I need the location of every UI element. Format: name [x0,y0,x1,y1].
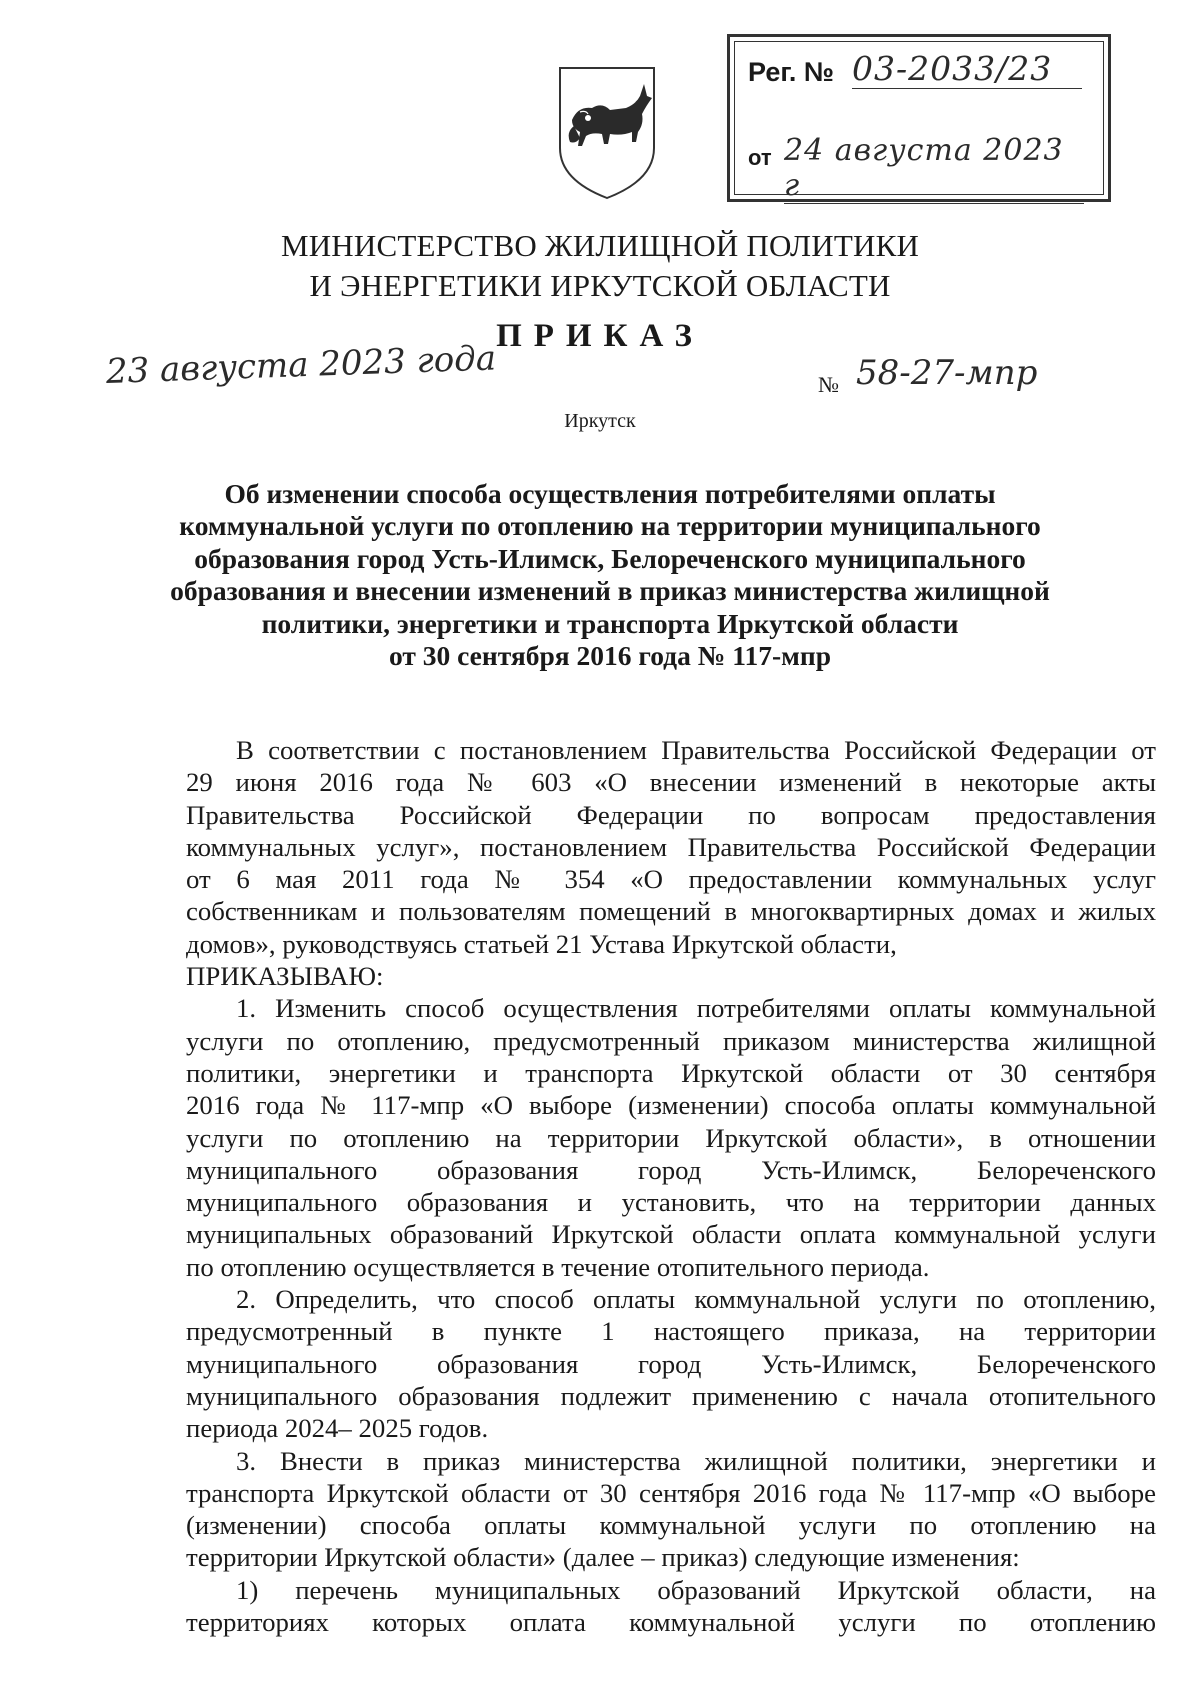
body-line: территории Иркутской области» (далее – приказ) следующие изменения: [186,1542,1020,1573]
body-line: услуги по отоплению на территории Иркутской области», в отношении [186,1122,1156,1153]
body-line: домов», руководствуясь статьей 21 Устава Иркутской области, [186,928,897,959]
body-line: территориях которых оплата коммунальной услуги по отоплению [186,1607,1156,1638]
body-line: 1. Изменить способ осуществления потребителями оплаты коммунальной [236,993,1156,1024]
order-title: ПРИКАЗ [496,318,704,354]
order-number-label: № [818,372,839,397]
body-line: 2016 года № 117-мпр «О выборе (изменении) способа оплаты коммунальной [186,1090,1156,1121]
body-line: муниципального образования подлежит применению с начала отопительного [186,1380,1156,1411]
body-line: собственникам и пользователям помещений в многоквартирных домах и жилых [186,896,1156,927]
body-line: В соответствии с постановлением Правительства Российской Федерации от [236,735,1156,765]
body-line: (изменении) способа оплаты коммунальной услуги по отоплению на [186,1510,1156,1541]
body-line: услуги по отоплению, предусмотренный приказом министерства жилищной [186,1025,1156,1056]
body-line: ПРИКАЗЫВАЮ: [186,961,384,992]
order-date-handwritten: 23 августа 2023 года [105,338,497,392]
body-line: Правительства Российской Федерации по вопросам предоставления [186,799,1156,830]
body-line: транспорта Иркутской области от 30 сентября 2016 года № 117-мпр «О выборе [186,1477,1156,1508]
coat-of-arms-emblem [552,62,662,202]
ministry-name-line-1: МИНИСТЕРСТВО ЖИЛИЩНОЙ ПОЛИТИКИ [280,228,920,263]
heading-line: политики, энергетики и транспорта Иркутской области [261,607,959,639]
heading-line: коммунальной услуги по отоплению на территории муниципального [179,510,1041,542]
body-line: 1) перечень муниципальных образований Иркутской области, на [236,1574,1156,1605]
stamp-reg-label: Рег. № [748,57,834,87]
stamp-reg-number-handwritten: 03-2033/23 [852,49,1082,89]
stamp-date-handwritten: 24 августа 2023 г [784,133,1084,204]
city-name: Иркутск [564,410,636,432]
ministry-name-line-2: И ЭНЕРГЕТИКИ ИРКУТСКОЙ ОБЛАСТИ [309,268,891,303]
body-line: политики, энергетики и транспорта Иркутской области от 30 сентября [186,1057,1156,1088]
order-heading [150,478,1070,672]
registration-stamp [727,34,1111,202]
body-line: 3. Внести в приказ министерства жилищной политики, энергетики и [236,1445,1156,1476]
body-line: по отоплению осуществляется в течение отопительного периода. [186,1251,930,1282]
body-line: муниципального образования город Усть-Илимск, Белореченского [186,1154,1156,1185]
body-line: предусмотренный в пункте 1 настоящего приказа, на территории [186,1316,1156,1347]
heading-line: образования и внесении изменений в приказ министерства жилищной [170,575,1050,607]
heading-line: образования город Усть-Илимск, Белореченского муниципального [194,542,1026,574]
heading-line: от 30 сентября 2016 года № 117-мпр [388,640,831,672]
body-line: периода 2024– 2025 годов. [186,1413,489,1444]
order-body [186,734,1156,1638]
heading-line: Об изменении способа осуществления потребителями оплаты [224,478,996,509]
body-line: 29 июня 2016 года № 603 «О внесении изменений в некоторые акты [186,767,1156,798]
body-line: 2. Определить, что способ оплаты коммунальной услуги по отоплению, [236,1284,1156,1315]
body-line: муниципальных образований Иркутской области оплата коммунальной услуги [186,1219,1156,1250]
body-line: от 6 мая 2011 года № 354 «О предоставлении коммунальных услуг [186,864,1156,895]
body-line: муниципального образования и установить, что на территории данных [186,1187,1156,1218]
body-line: коммунальных услуг», постановлением Правительства Российской Федерации [186,831,1156,862]
order-number-handwritten: 58-27-мпр [856,353,1038,393]
stamp-date-label: от [748,145,772,170]
body-line: муниципального образования город Усть-Илимск, Белореченского [186,1348,1156,1379]
